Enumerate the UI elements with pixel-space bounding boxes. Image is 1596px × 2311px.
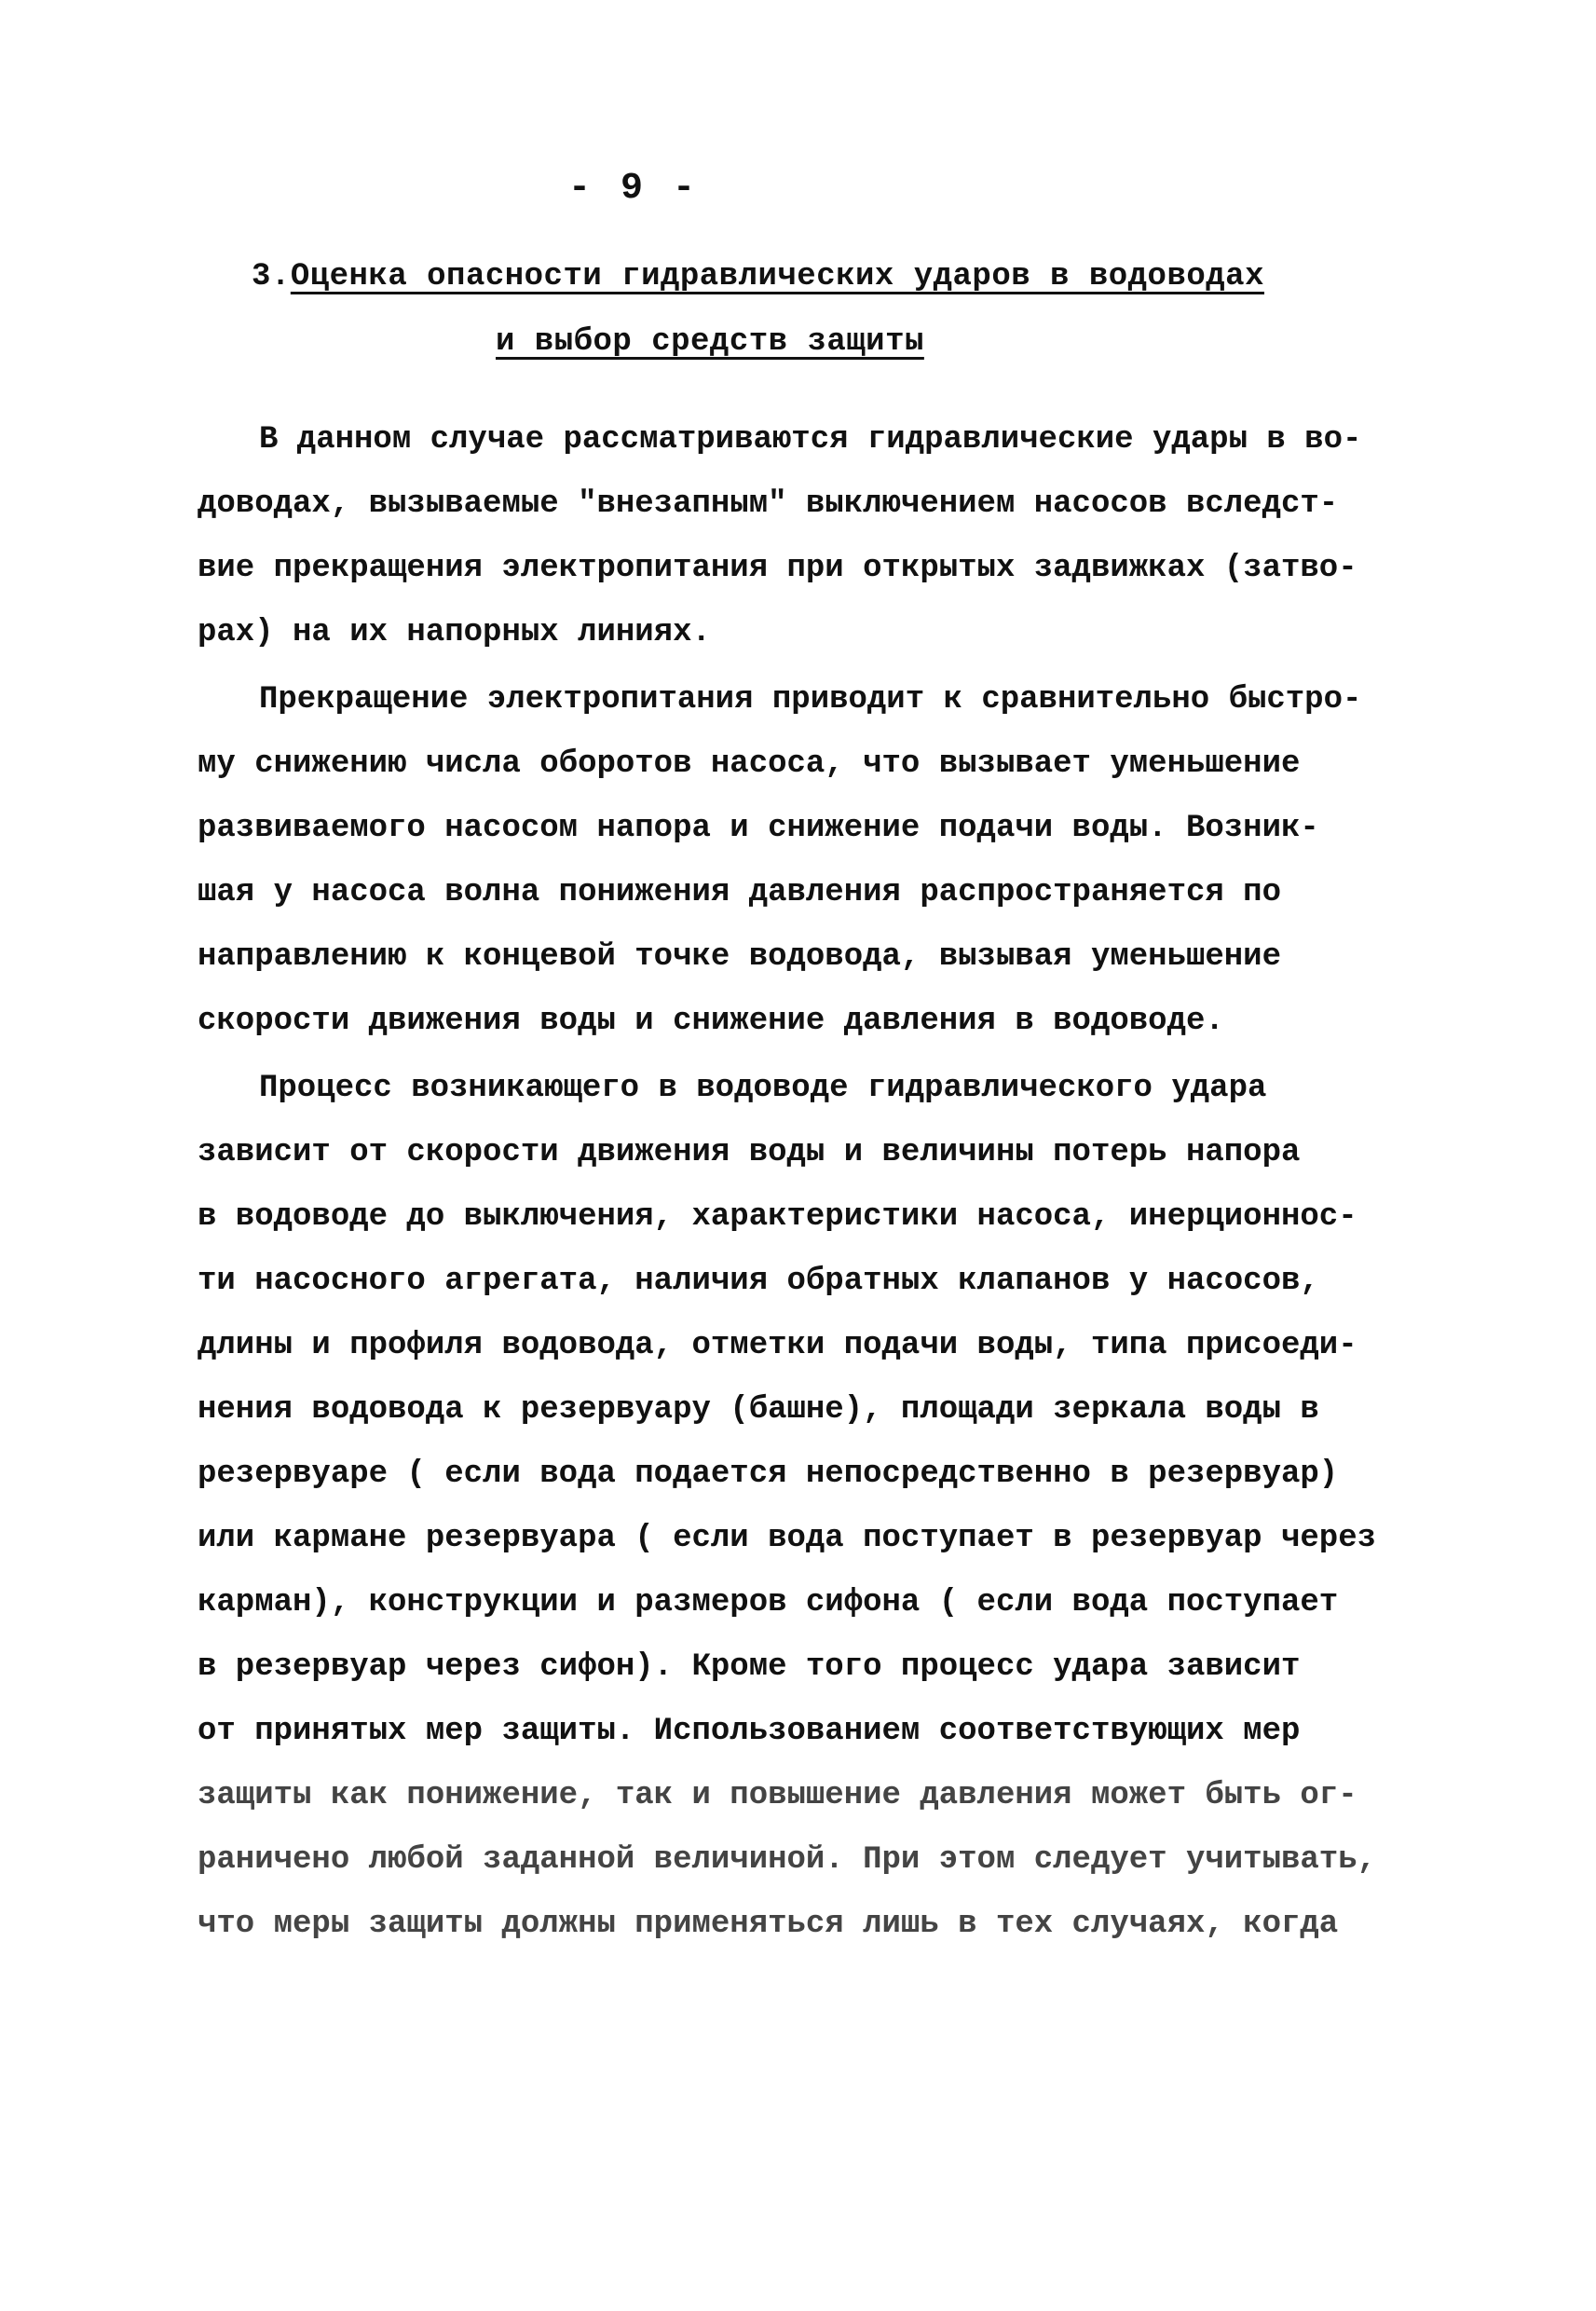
paragraph-2	[198, 668, 1437, 1054]
text-line: нения водовода к резервуару (башне), площади зеркала воды в	[198, 1392, 1319, 1428]
text-line: что меры защиты должны применяться лишь в тех случаях, когда	[198, 1907, 1339, 1942]
document-body	[198, 408, 1437, 1957]
text-line: защиты как понижение, так и повышение давления может быть ог-	[198, 1778, 1357, 1813]
text-line: зависит от скорости движения воды и величины потерь напора	[198, 1135, 1301, 1170]
text-line: ти насосного агрегата, наличия обратных клапанов у насосов,	[198, 1264, 1319, 1299]
paragraph-3	[198, 1057, 1437, 1957]
page-number: - 9 -	[567, 168, 700, 210]
paragraph-1	[198, 408, 1437, 665]
text-line: направлению к концевой точке водовода, вызывая уменьшение	[198, 939, 1281, 975]
text-line: длины и профиля водовода, отметки подачи воды, типа присоеди-	[198, 1328, 1357, 1363]
text-line: В данном случае рассматриваются гидравлические удары в во-	[259, 422, 1362, 458]
heading-line-1	[252, 244, 1463, 309]
section-heading	[252, 244, 1463, 375]
heading-title-part-1: Оценка опасности гидравлических ударов в водоводах	[290, 259, 1264, 294]
text-line: му снижению числа оборотов насоса, что вызывает уменьшение	[198, 746, 1301, 782]
heading-number: 3.	[252, 259, 291, 294]
text-line: в водоводе до выключения, характеристики насоса, инерционнос-	[198, 1199, 1357, 1235]
text-line: в резервуар через сифон). Кроме того процесс удара зависит	[198, 1649, 1301, 1685]
text-line: Процесс возникающего в водоводе гидравлического удара	[259, 1071, 1267, 1106]
text-line: Прекращение электропитания приводит к сравнительно быстро-	[259, 682, 1362, 718]
text-line: вие прекращения электропитания при открытых задвижках (затво-	[198, 551, 1357, 586]
text-line: от принятых мер защиты. Использованием соответствующих мер	[198, 1714, 1301, 1749]
text-line: шая у насоса волна понижения давления распространяется по	[198, 875, 1281, 910]
text-line: развиваемого насосом напора и снижение подачи воды. Возник-	[198, 811, 1319, 846]
text-line: карман), конструкции и размеров сифона ( если вода поступает	[198, 1585, 1339, 1620]
heading-title-part-2: и выбор средств защиты	[496, 324, 924, 360]
text-line: рах) на их напорных линиях.	[198, 615, 711, 650]
text-line: или кармане резервуара ( если вода поступает в резервуар через	[198, 1521, 1377, 1556]
text-line: резервуаре ( если вода подается непосредственно в резервуар)	[198, 1456, 1339, 1492]
heading-line-2	[252, 309, 1463, 375]
text-line: скорости движения воды и снижение давления в водоводе.	[198, 1004, 1224, 1039]
text-line: раничено любой заданной величиной. При этом следует учитывать,	[198, 1842, 1377, 1878]
text-line: доводах, вызываемые "внезапным" выключением насосов вследст-	[198, 486, 1339, 522]
